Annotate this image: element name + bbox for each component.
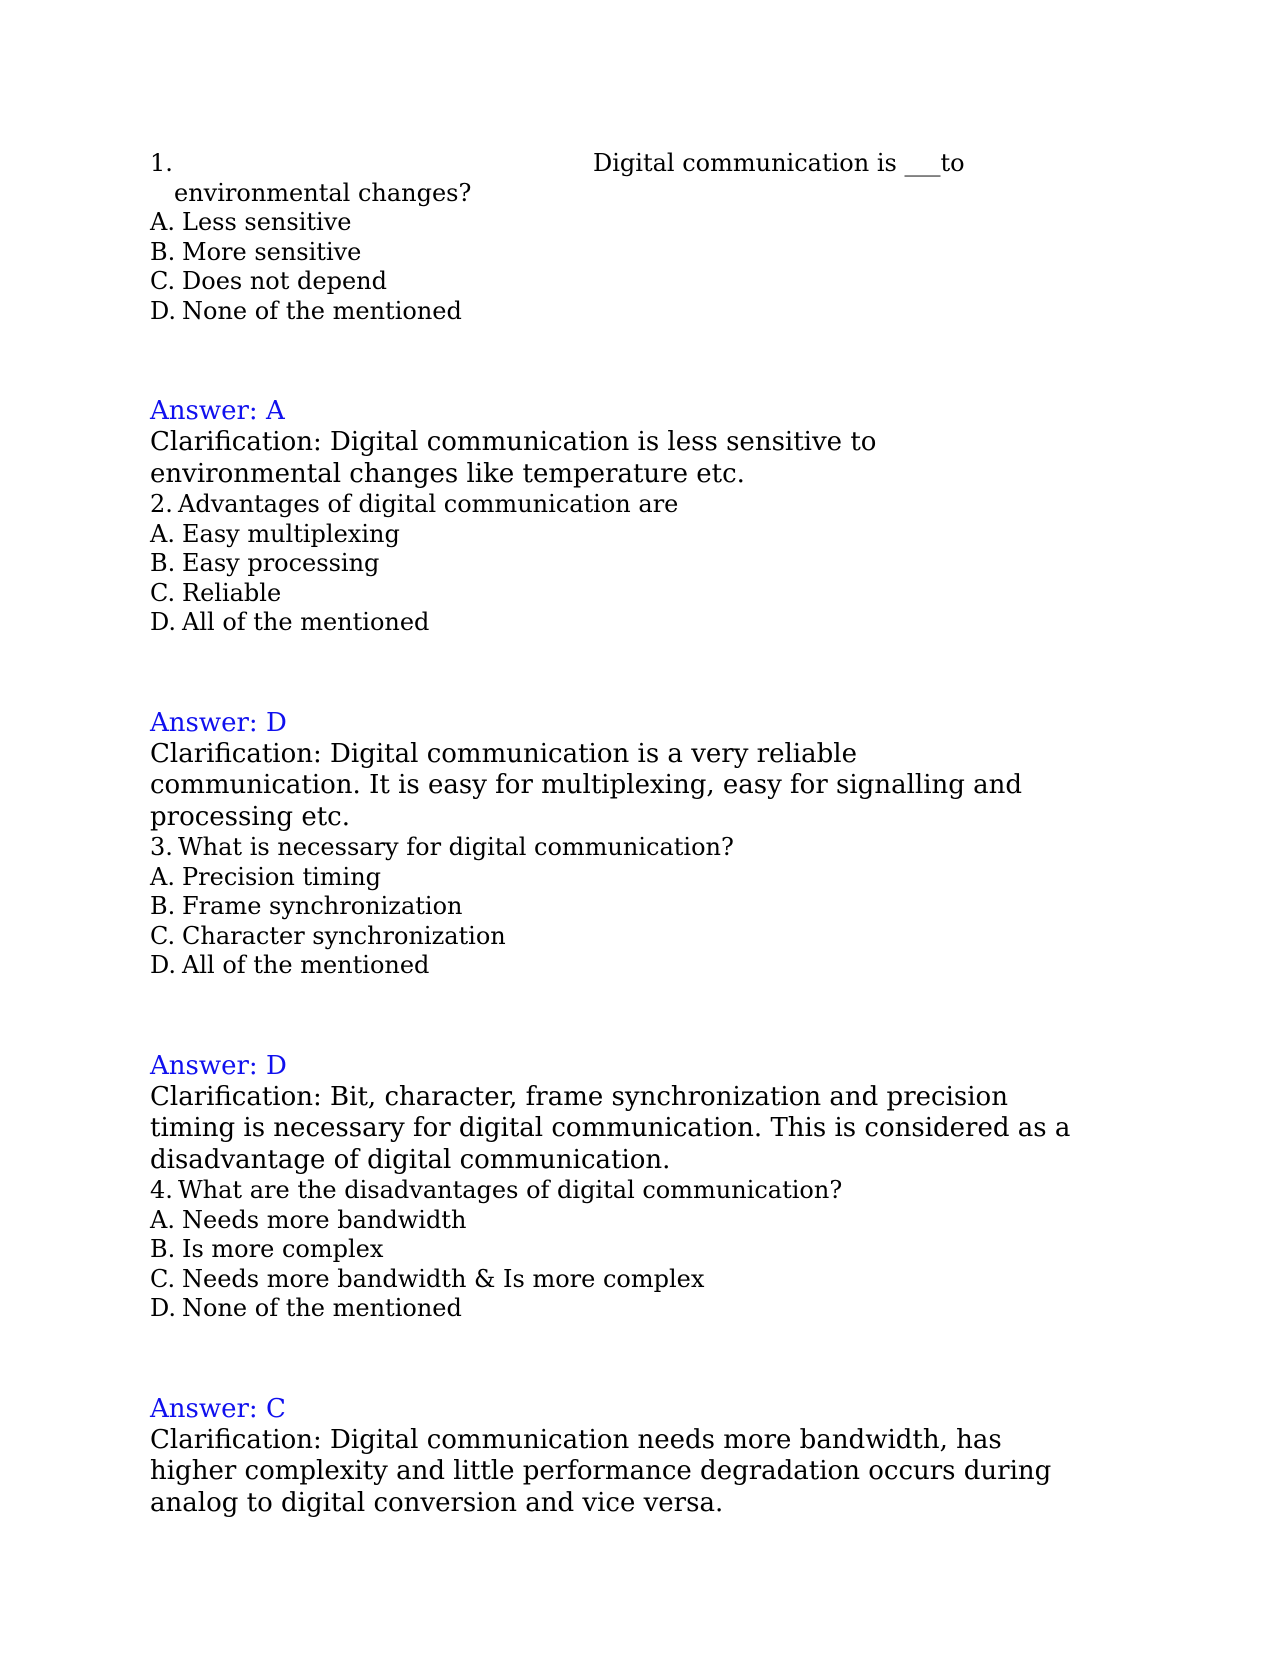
option-text: Precision timing [182,862,382,891]
option-a [150,520,1130,550]
quiz-content [150,148,1130,1519]
option-letter: B. [150,892,176,920]
option-text: Easy multiplexing [182,519,400,548]
spacer [150,1324,1130,1394]
spacer [150,638,1130,708]
option-text: Needs more bandwidth [182,1205,467,1234]
question-4 [150,1176,1130,1206]
option-a [150,208,1130,238]
option-text: Needs more bandwidth & Is more complex [182,1264,705,1293]
option-text: All of the mentioned [182,951,430,979]
question-number: 1. [150,149,173,177]
question-2 [150,490,1130,520]
option-letter: D. [150,1294,177,1322]
option-text: Easy processing [182,549,380,577]
clarification-line: Clarification: Digital communication is a very reliable [150,738,857,769]
option-letter: A. [150,862,175,891]
spacer [150,326,1130,396]
option-letter: D. [150,608,177,636]
option-a [150,1206,1130,1236]
clarification-line: processing etc. [150,801,350,832]
option-letter: C. [150,921,176,950]
option-text: Does not depend [182,267,387,295]
option-letter: C. [150,578,176,607]
answer-label: Answer: D [150,707,287,738]
clarification-line: Clarification: Digital communication needs more bandwidth, has [150,1424,1002,1455]
question-text: What are the disadvantages of digital communication? [178,1176,843,1204]
option-letter: D. [150,951,177,979]
clarification-line: Clarification: Digital communication is less sensitive to [150,427,877,457]
option-c [150,267,1130,297]
question-text: Advantages of digital communication are [178,490,679,518]
option-d [150,951,1130,981]
option-letter: D. [150,296,177,325]
question-text-continued: environmental changes? [174,179,472,207]
option-c [150,922,1130,952]
option-letter: C. [150,1264,176,1293]
question-text: Digital communication is ___to [593,149,965,177]
option-letter: B. [150,237,176,266]
option-b [150,1235,1130,1265]
option-c [150,1265,1130,1295]
question-1-header [150,148,1130,178]
option-b [150,238,1130,268]
answer-label: Answer: A [150,396,285,426]
option-text: Reliable [182,578,282,607]
option-text: Is more complex [182,1235,384,1263]
answer-label: Answer: D [150,1050,287,1081]
option-a [150,863,1130,893]
clarification-line: environmental changes like temperature etc. [150,458,745,489]
option-letter: B. [150,1235,176,1263]
clarification-line: timing is necessary for digital communication. This is considered as a [150,1113,1071,1143]
option-b [150,549,1130,579]
option-letter: A. [150,1205,175,1234]
question-number: 3. [150,833,173,861]
clarification-line: analog to digital conversion and vice versa. [150,1487,724,1518]
option-letter: C. [150,267,176,295]
option-letter: A. [150,519,175,548]
option-d [150,1294,1130,1324]
question-text: What is necessary for digital communication? [178,833,734,861]
option-text: Character synchronization [182,921,506,950]
option-text: All of the mentioned [182,608,430,636]
option-text: Frame synchronization [182,892,463,920]
clarification-line: disadvantage of digital communication. [150,1144,671,1175]
option-text: None of the mentioned [182,1294,462,1322]
spacer [150,981,1130,1051]
option-letter: A. [150,208,175,236]
question-number: 2. [150,490,173,518]
option-text: None of the mentioned [182,296,462,325]
clarification-line: higher complexity and little performance degradation occurs during [150,1456,1052,1486]
clarification-line: Clarification: Bit, character, frame synchronization and precision [150,1081,1008,1112]
option-b [150,892,1130,922]
option-c [150,579,1130,609]
answer-label: Answer: C [150,1393,286,1424]
question-number: 4. [150,1176,173,1204]
clarification-line: communication. It is easy for multiplexing, easy for signalling and [150,770,1023,800]
option-letter: B. [150,549,176,577]
question-3 [150,833,1130,863]
option-d [150,608,1130,638]
option-text: More sensitive [182,237,362,266]
option-text: Less sensitive [182,208,352,236]
option-d [150,297,1130,327]
